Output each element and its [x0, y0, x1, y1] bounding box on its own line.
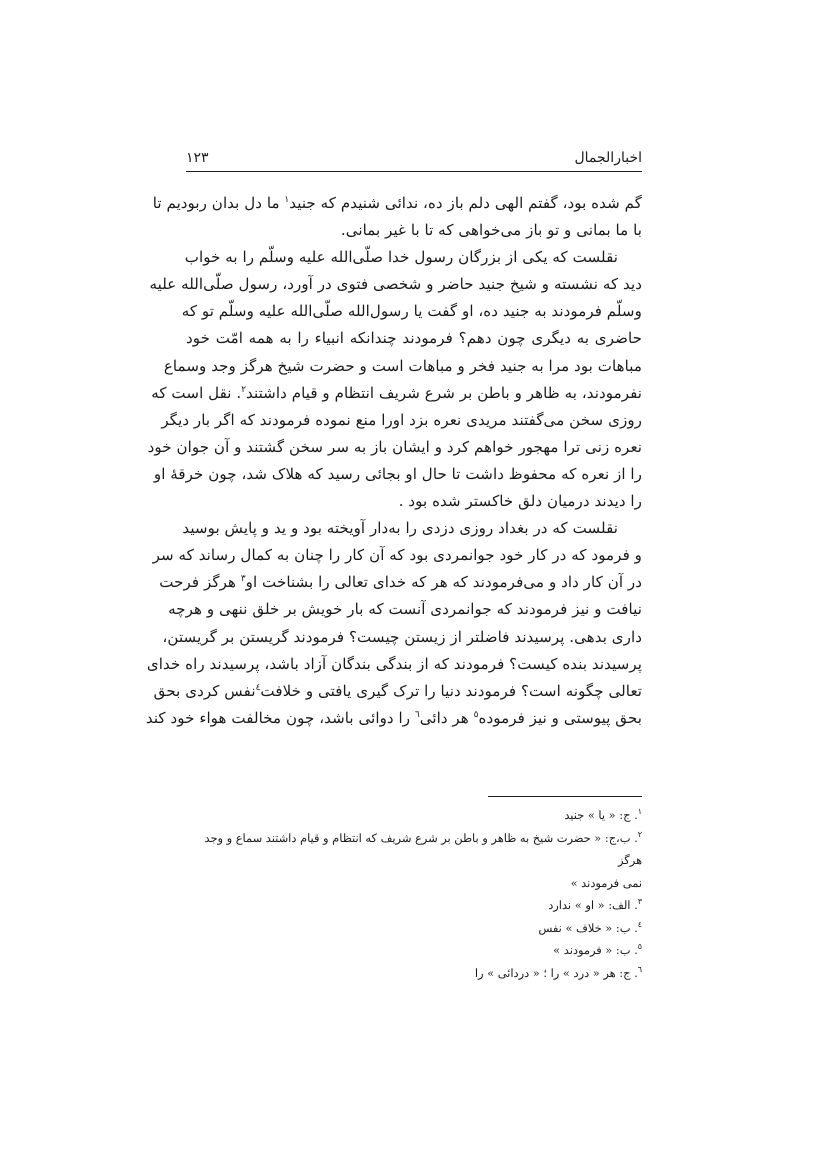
text-segment: را دیدند درمیان دلق خاکستر شده بود .: [398, 492, 642, 511]
text-segment: داری بدهی. پرسیدند فاضلتر از زیستن چیست؟ فرمودند گریستن بر گریستن،: [162, 627, 642, 646]
text-segment: را از نعره که محفوظ داشت تا حال او بجائی رسید که هلاک شد، چون خرقهٔ او: [153, 464, 642, 483]
text-segment: با ما بمانی و تو باز می‌خواهی که تا با غیر بمانی.: [340, 221, 642, 240]
text-line: [186, 325, 642, 352]
footnote-text: نمی فرمودند »: [570, 875, 642, 890]
footnote-rule: [488, 796, 642, 797]
footnote-number: ٦: [637, 964, 642, 974]
footnote-text: . ج: هر « درد » را ؛ « دردائی » را: [474, 965, 638, 980]
footnote-item: [186, 872, 642, 895]
text-segment: نعره زنی ترا مهجور خواهم کرد و ایشان باز به سر سخن گشتند و آن جوان خود: [147, 437, 642, 456]
text-segment: بحق پیوستی و نیز فرموده: [478, 708, 642, 727]
header-rule: [186, 171, 642, 172]
footnote-marker: ۱: [284, 194, 290, 205]
text-line: [186, 217, 642, 244]
text-line: [161, 407, 642, 434]
footnotes: [186, 804, 642, 984]
footnote-item: [186, 827, 642, 872]
text-line: [145, 705, 642, 732]
text-line: [186, 244, 642, 271]
footnote-text: . الف: « او » ندارد: [548, 898, 638, 912]
page-number: ۱۲۳: [186, 150, 209, 166]
running-header: [186, 148, 642, 170]
text-segment: مباهات بود مرا به جنید فخر و مباهات است و حضرت شیخ هرگز وجد وسماع: [163, 356, 642, 375]
text-segment: هر دائی: [419, 708, 474, 727]
footnote-marker: ۳: [240, 574, 246, 585]
footnote-item: [186, 894, 642, 917]
text-segment: . نقل است که: [151, 383, 242, 402]
footnote-item: [186, 917, 642, 940]
text-segment: پرسیدند بنده کیست؟ فرمودند که از بندگی بندگان آزاد باشد، پرسیدند راه خدای: [146, 654, 642, 673]
footnote-item: [186, 939, 642, 962]
text-line: [162, 624, 642, 651]
text-segment: روزی سخن می‌گفتند مریدی نعره بزد اورا منع نموده فرمودند که اگر بار دیگر: [161, 410, 642, 429]
text-segment: گم شده بود، گفتم الهی دلم باز ده، ندائی شنیدم که جنید: [289, 194, 642, 212]
text-line: [159, 569, 642, 596]
text-segment: هرگز فرحت: [159, 573, 241, 592]
footnote-item: [186, 804, 642, 827]
text-segment: تعالی چگونه است؟ فرمودند دنیا را ترک گیری یافتی و خلافت: [260, 681, 642, 700]
text-segment: نقلست که در بغداد روزی دزدی را به‌دار آویخته بود و ید و پایش بوسید: [182, 519, 618, 538]
footnote-text: . ج: « یا » جنید: [564, 808, 638, 822]
footnote-marker: ۲: [241, 384, 247, 395]
text-line: [152, 542, 642, 569]
text-line: [182, 515, 642, 542]
footnote-marker: ٦: [414, 709, 420, 720]
text-segment: در آن کار داد و می‌فرمودند که هر که خدای تعالی را بشناخت او: [245, 573, 642, 592]
text-line: [153, 678, 642, 705]
footnote-marker: ٤: [255, 682, 261, 693]
footnote-marker: ٥: [473, 709, 479, 720]
text-segment: و فرمود که در کار خود جوانمردی بود که آن کار را چنان به کمال رساند که سر: [152, 546, 642, 565]
book-title: اخبارالجمال: [574, 150, 642, 166]
footnote-text: . ب: « فرمودند »: [553, 943, 638, 957]
text-line: [168, 596, 642, 623]
text-line: [163, 353, 642, 380]
text-line: [146, 651, 642, 678]
text-segment: نقلست که یکی از بزرگان رسول خدا صلّی‌الله علیه وسلّم را به خواب: [184, 248, 618, 267]
text-line: [151, 380, 642, 407]
text-line: [153, 461, 642, 488]
footnote-text: . ب،ج: « حضرت شیخ به ظاهر و باطن بر شرع شریف که انتظام و قیام داشتند سماع و وجد هرگز: [204, 830, 642, 867]
text-segment: دید که نشسته و شیخ جنید حاضر و شخصی فتوی در آورد، رسول صلّی‌الله علیه: [149, 275, 642, 294]
footnote-number: ۲: [637, 829, 642, 839]
footnote-number: ٥: [637, 942, 642, 952]
text-line: [147, 434, 642, 461]
footnote-text: . ب: « خلاف » نفس: [538, 920, 638, 935]
text-segment: را دوائی باشد، چون مخالفت هواء خود کند: [145, 708, 415, 727]
footnote-number: ۳: [637, 897, 642, 907]
main-text: [145, 190, 642, 732]
text-line: [152, 190, 642, 217]
text-segment: حاضری به دیگری چون دهم؟ فرمودند چندانکه انبیاء را به همه امّت خود: [186, 329, 642, 348]
text-line: [181, 298, 642, 325]
footnote-number: ۱: [637, 807, 642, 817]
text-line: [149, 271, 642, 298]
footnote-item: [186, 962, 642, 985]
text-segment: نفس کردی بحق: [153, 681, 256, 700]
text-line: [186, 488, 642, 515]
text-segment: ما دل بدان ربودیم تا: [152, 194, 285, 212]
text-segment: نفرمودند، به ظاهر و باطن بر شرع شریف انتظام و قیام داشتند: [246, 383, 642, 402]
text-segment: نیافت و نیز فرمودند که جوانمردی آنست که بار خویش بر خلق ننهی و هرچه: [168, 600, 642, 619]
footnote-number: ٤: [637, 919, 642, 929]
text-segment: وسلّم فرمودند به جنید ده، او گفت یا رسول‌الله صلّی‌الله علیه وسلّم تو که: [181, 302, 642, 321]
